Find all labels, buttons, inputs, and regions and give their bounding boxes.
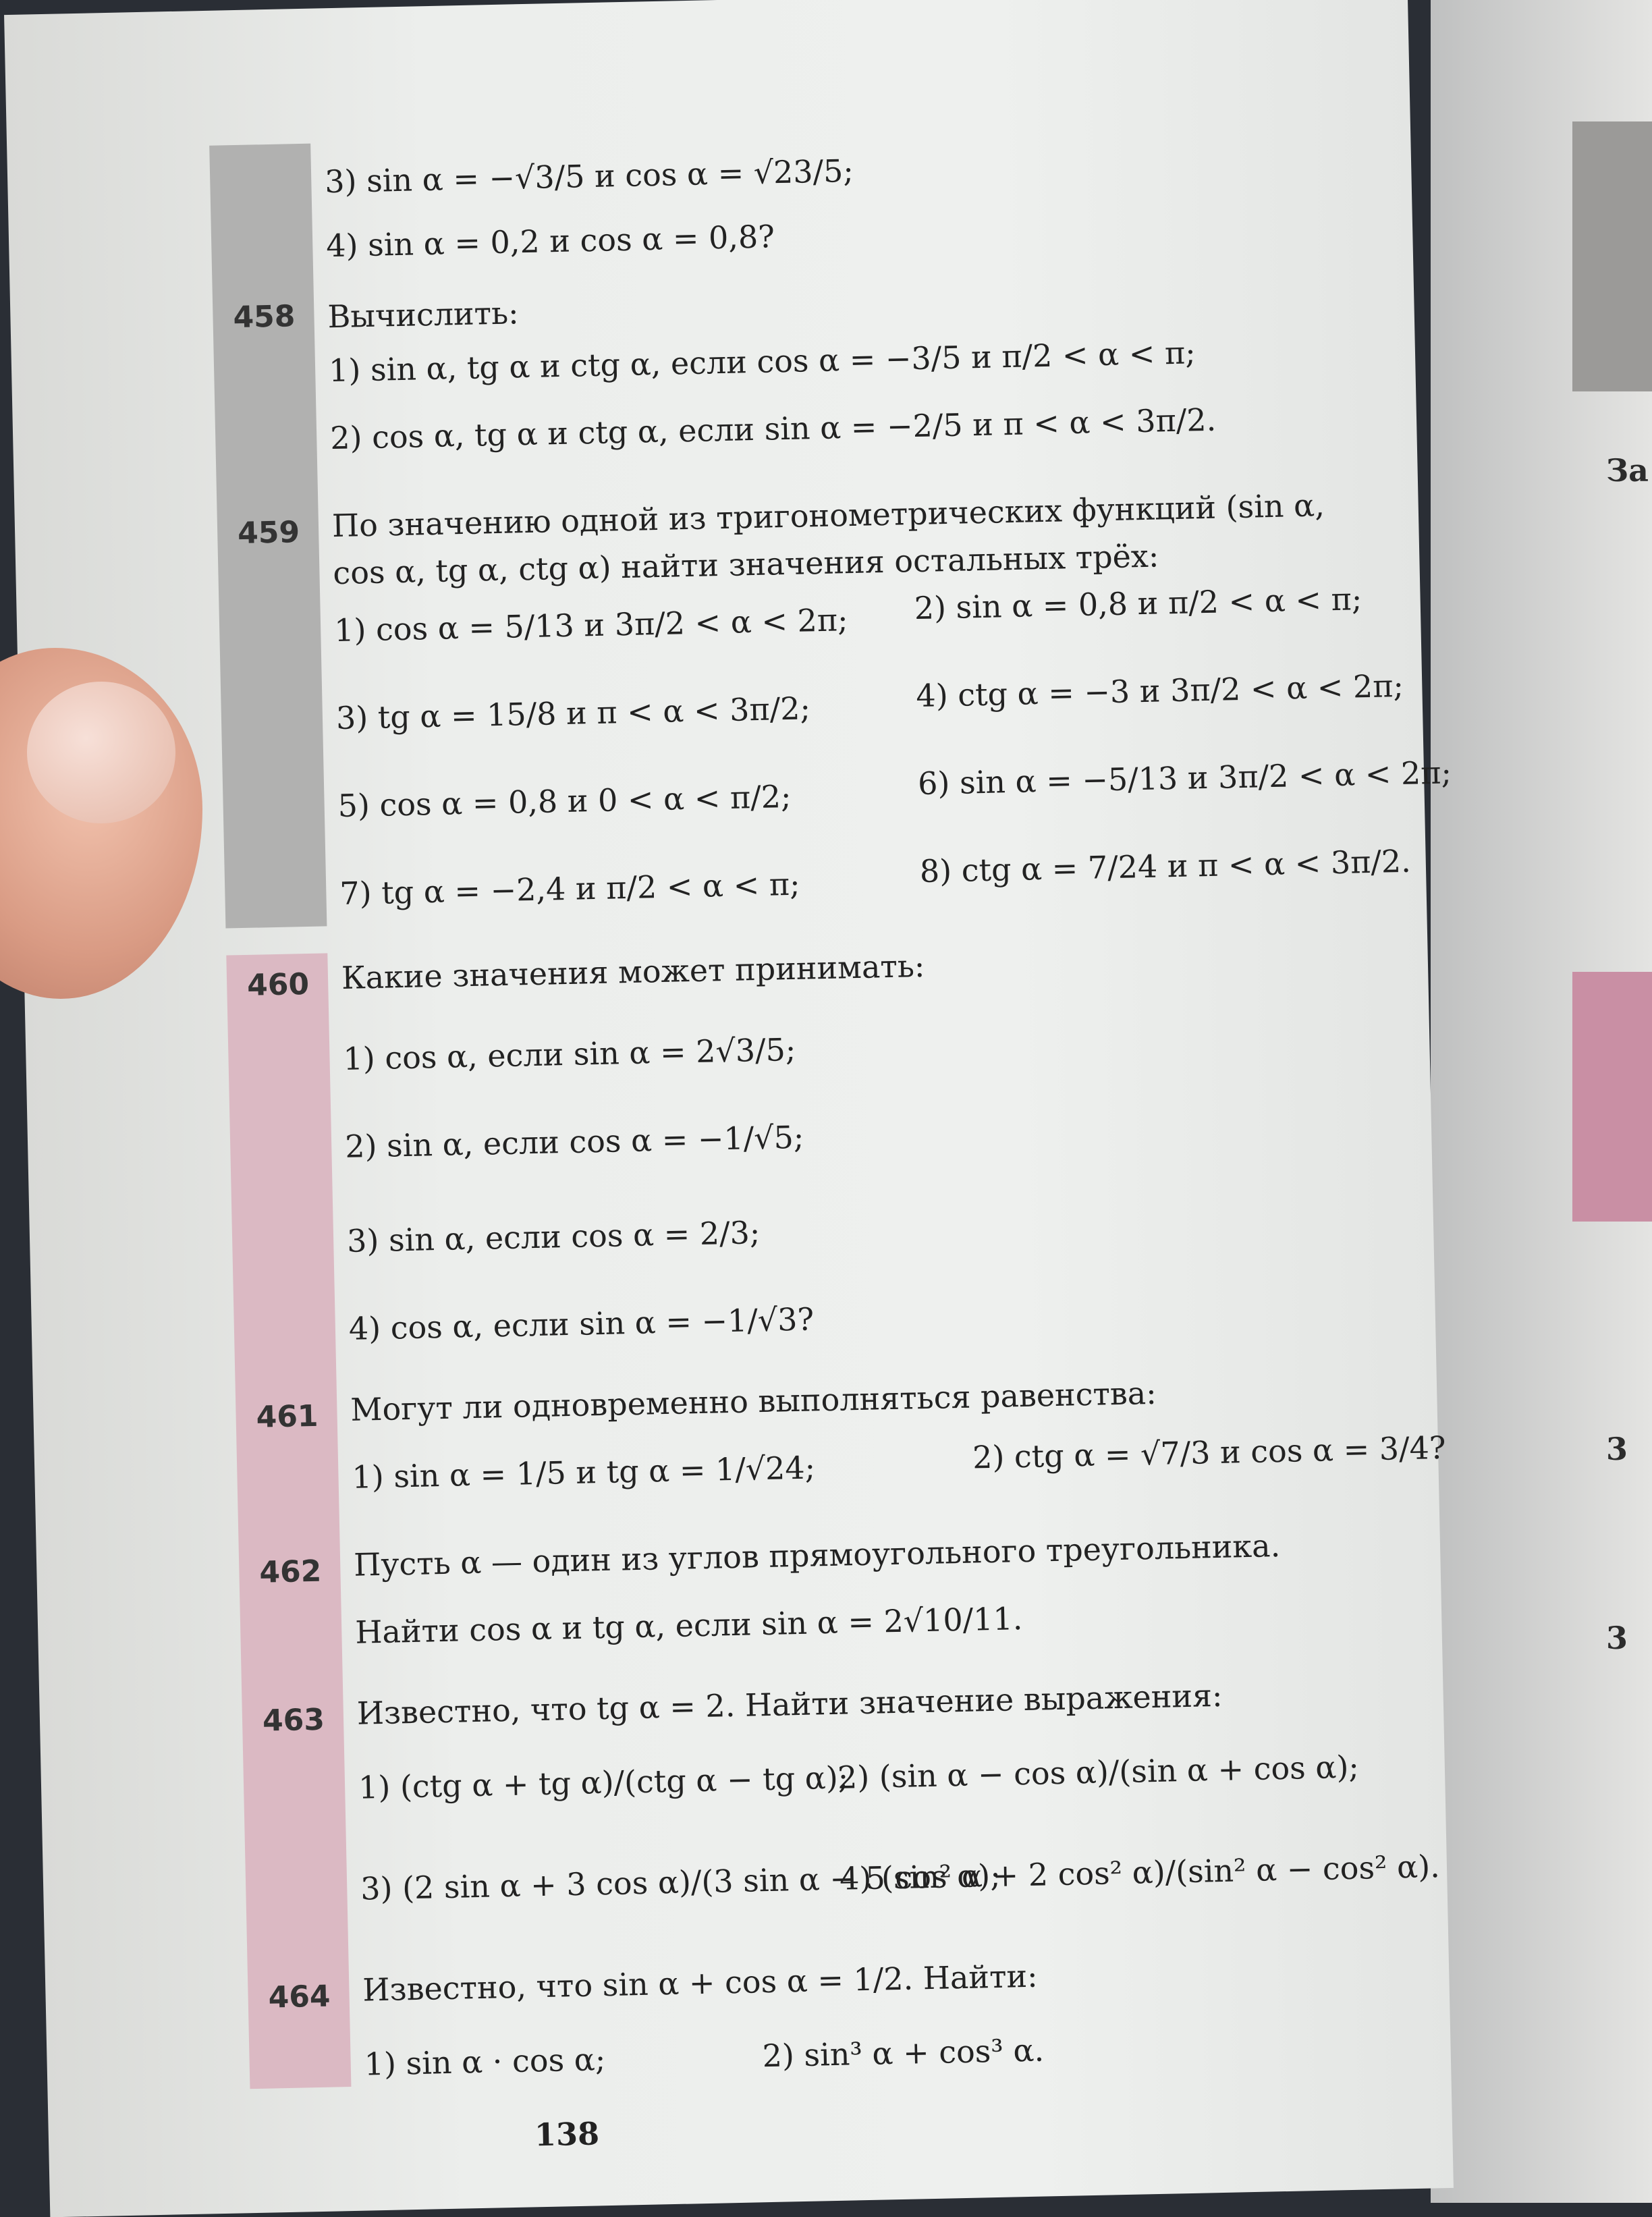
problem-number: 459 (237, 515, 300, 551)
text-line: Известно, что sin α + cos α = 1/2. Найти: (362, 1957, 1039, 2008)
book-page (4, 0, 1454, 2217)
text-item: 7) tg α = −2,4 и π/2 < α < π; (339, 865, 801, 912)
text-line: Найти cos α и tg α, если sin α = 2√10/11. (354, 1600, 1023, 1651)
text-item: 2) sin α = 0,8 и π/2 < α < π; (914, 580, 1362, 627)
problem-number: 463 (262, 1702, 325, 1739)
text-item: 5) cos α = 0,8 и 0 < α < π/2; (337, 777, 792, 825)
fingernail (27, 682, 175, 823)
text-item: 1) sin α = 1/5 и tg α = 1/√24; (351, 1449, 816, 1496)
text-item: 3) tg α = 15/8 и π < α < 3π/2; (335, 690, 811, 737)
text-line: 4) cos α, если sin α = −1/√3? (348, 1301, 815, 1347)
text-line: 4) sin α = 0,2 и cos α = 0,8? (325, 218, 775, 265)
right-page-label: 3 (1606, 1620, 1628, 1656)
text-line: 3) sin α = −√3/5 и cos α = √23/5; (324, 152, 854, 200)
right-page-label: 3 (1606, 1431, 1628, 1467)
text-line: 2) cos α, tg α и ctg α, если sin α = −2/5 и π < α < 3π/2. (329, 401, 1217, 457)
problem-number: 458 (232, 299, 296, 335)
right-page (1431, 0, 1652, 2203)
text-line: Вычислить: (327, 294, 520, 335)
text-item: 2) ctg α = √7/3 и cos α = 3/4? (972, 1429, 1447, 1476)
problem-number: 462 (258, 1554, 322, 1590)
text-item: 1) sin α · cos α; (364, 2041, 606, 2083)
margin-band-pink (226, 953, 351, 2089)
text-item: 4) ctg α = −3 и 3π/2 < α < 2π; (915, 667, 1404, 715)
right-page-label: За (1606, 452, 1649, 489)
text-line: 3) sin α, если cos α = 2/3; (346, 1214, 761, 1259)
right-page-pink-tab (1572, 972, 1652, 1222)
text-line: Пусть α — один из углов прямоугольного треугольника. (353, 1527, 1281, 1583)
text-line: Известно, что tg α = 2. Найти значение выражения: (356, 1676, 1223, 1732)
problem-number: 460 (246, 966, 310, 1003)
text-item: 2) (sin α − cos α)/(sin α + cos α); (837, 1748, 1360, 1796)
text-line: По значению одной из тригонометрических функций (sin α, (331, 487, 1325, 545)
text-line: Какие значения может принимать: (341, 947, 925, 996)
right-page-gray-tab (1572, 121, 1652, 391)
text-item: 3) (2 sin α + 3 cos α)/(3 sin α − 5 cos α); (360, 1857, 1001, 1907)
text-item: 1) (ctg α + tg α)/(ctg α − tg α); (358, 1759, 849, 1806)
text-line: Могут ли одновременно выполняться равенства: (350, 1374, 1157, 1428)
text-line: 1) cos α, если sin α = 2√3/5; (342, 1031, 796, 1077)
text-item: 8) ctg α = 7/24 и π < α < 3π/2. (919, 842, 1412, 889)
text-item: 4) (sin² α + 2 cos² α)/(sin² α − cos² α). (839, 1848, 1441, 1897)
text-line: cos α, tg α, ctg α) найти значения остальных трёх: (332, 537, 1159, 592)
text-item: 2) sin³ α + cos³ α. (762, 2031, 1045, 2075)
problem-number: 464 (268, 1979, 331, 2015)
text-item: 1) cos α = 5/13 и 3π/2 < α < 2π; (333, 601, 849, 649)
text-line: 1) sin α, tg α и ctg α, если cos α = −3/5 и π/2 < α < π; (328, 334, 1196, 389)
page-number: 138 (534, 2115, 600, 2154)
text-line: 2) sin α, если cos α = −1/√5; (344, 1118, 804, 1165)
problem-number: 461 (256, 1398, 319, 1435)
text-item: 6) sin α = −5/13 и 3π/2 < α < 2π; (917, 754, 1452, 802)
